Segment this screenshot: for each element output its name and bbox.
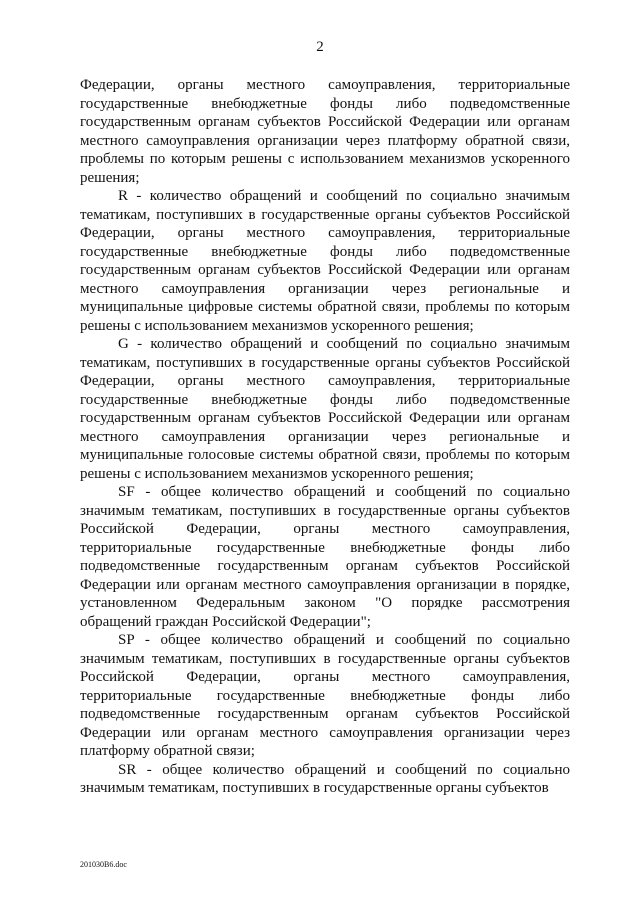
paragraph bbox=[80, 335, 570, 483]
page-number: 2 bbox=[316, 39, 324, 55]
body-text bbox=[80, 76, 570, 798]
text-line: тематикам, поступивших в государственные органы субъектов Российской bbox=[80, 354, 570, 371]
text-line: SF - общее количество обращений и сообщений по социально bbox=[118, 484, 570, 500]
paragraph bbox=[80, 761, 570, 798]
text-line: платформу обратной связи; bbox=[80, 743, 255, 759]
paragraph bbox=[80, 187, 570, 335]
text-line: Федерации или органам местного самоуправления организации в порядке, bbox=[80, 576, 570, 593]
text-line: государственные внебюджетные фонды либо подведомственные bbox=[80, 391, 570, 408]
text-line: подведомственные государственным органам субъектов Российской bbox=[80, 706, 570, 722]
text-line: SR - общее количество обращений и сообщений по социально bbox=[118, 761, 570, 778]
text-line: Федерации или органам местного самоуправления организации через bbox=[80, 724, 570, 741]
paragraph bbox=[80, 631, 570, 761]
text-line: местного самоуправления организации через платформу обратной связи, bbox=[80, 132, 570, 149]
text-line: государственные внебюджетные фонды либо подведомственные bbox=[80, 243, 570, 260]
paragraph bbox=[80, 483, 570, 631]
text-line: муниципальные голосовые системы обратной связи, проблемы по которым bbox=[80, 447, 570, 463]
text-line: государственные внебюджетные фонды либо подведомственные bbox=[80, 95, 570, 112]
text-line: Федерации, органы местного самоуправления, территориальные bbox=[80, 77, 570, 93]
text-line: решены с использованием механизмов ускоренного решения; bbox=[80, 317, 474, 334]
text-line: Федерации, органы местного самоуправления, территориальные bbox=[80, 373, 570, 389]
text-line: проблемы по которым решены с использованием механизмов ускоренного bbox=[80, 151, 570, 167]
text-line: тематикам, поступивших в государственные органы субъектов Российской bbox=[80, 206, 570, 223]
text-line: значимым тематикам, поступивших в государственные органы субъектов bbox=[80, 780, 549, 796]
text-line: установленном Федеральным законом "О порядке рассмотрения bbox=[80, 595, 570, 611]
text-line: Российской Федерации, органы местного самоуправления, bbox=[80, 669, 570, 685]
paragraph bbox=[80, 76, 570, 187]
footer-filename: 201030В6.doc bbox=[80, 860, 127, 869]
text-line: местного самоуправления организации через региональные и bbox=[80, 428, 570, 445]
text-line: R - количество обращений и сообщений по социально значимым bbox=[118, 188, 570, 204]
text-line: решены с использованием механизмов ускоренного решения; bbox=[80, 465, 474, 482]
text-line: значимым тематикам, поступивших в государственные органы субъектов bbox=[80, 650, 570, 667]
text-line: значимым тематикам, поступивших в государственные органы субъектов bbox=[80, 502, 570, 519]
text-line: территориальные государственные внебюджетные фонды либо bbox=[80, 539, 570, 556]
text-line: G - количество обращений и сообщений по социально значимым bbox=[118, 336, 570, 352]
text-line: местного самоуправления организации через региональные и bbox=[80, 280, 570, 297]
text-line: государственным органам субъектов Российской Федерации или органам bbox=[80, 114, 570, 130]
text-line: обращений граждан Российской Федерации"; bbox=[80, 613, 371, 630]
text-line: Федерации, органы местного самоуправления, территориальные bbox=[80, 225, 570, 241]
text-line: подведомственные государственным органам субъектов Российской bbox=[80, 558, 570, 574]
text-line: решения; bbox=[80, 169, 140, 186]
text-line: государственным органам субъектов Российской Федерации или органам bbox=[80, 262, 570, 278]
text-line: территориальные государственные внебюджетные фонды либо bbox=[80, 687, 570, 704]
text-line: Российской Федерации, органы местного самоуправления, bbox=[80, 521, 570, 537]
text-line: SP - общее количество обращений и сообщений по социально bbox=[118, 632, 570, 648]
text-line: муниципальные цифровые системы обратной связи, проблемы по которым bbox=[80, 299, 570, 315]
text-line: государственным органам субъектов Российской Федерации или органам bbox=[80, 410, 570, 426]
